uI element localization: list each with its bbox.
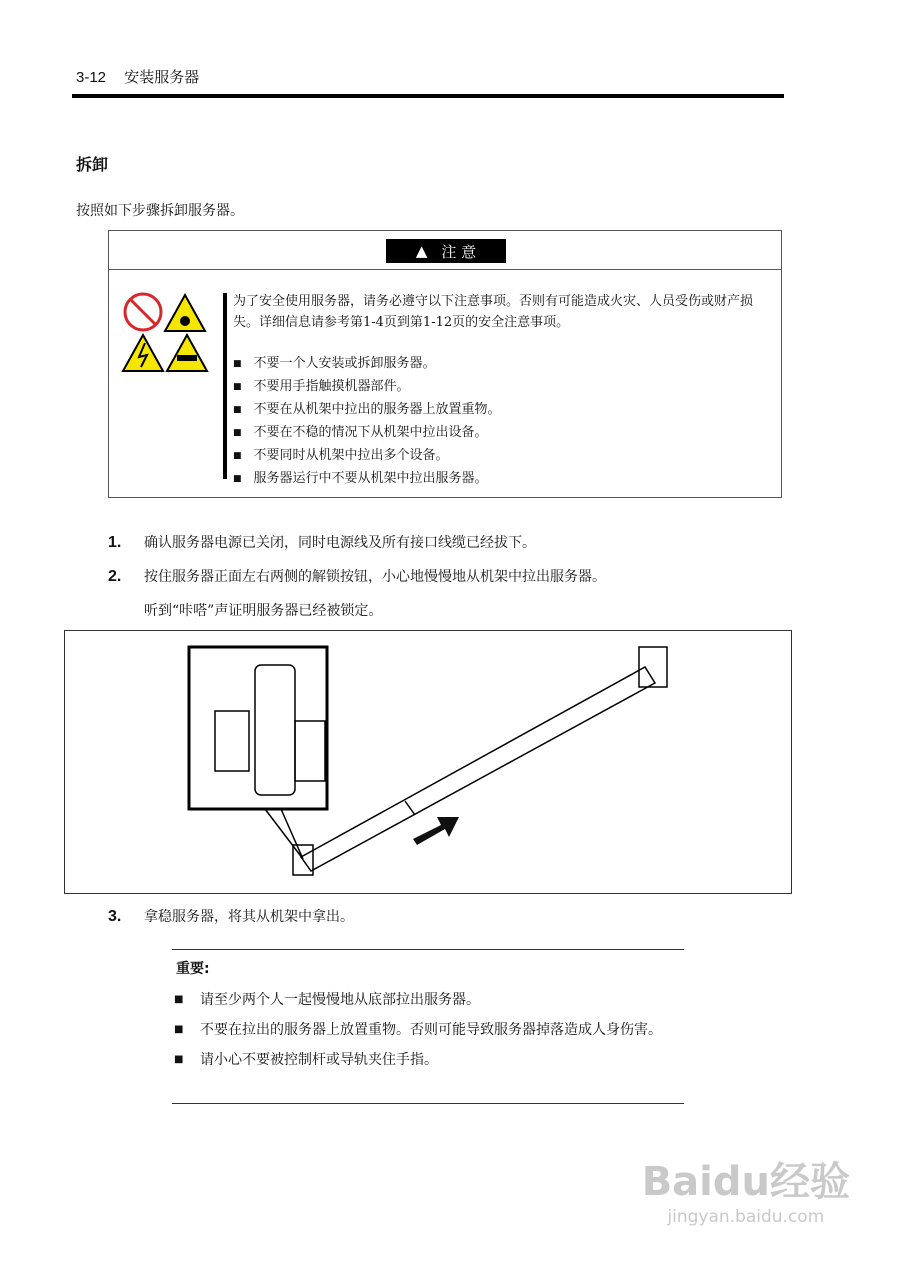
list-item: ■ 不要同时从机架中拉出多个设备。 <box>233 445 501 468</box>
list-item: ■ 请小心不要被控制杆或导轨夹住手指。 <box>174 1050 684 1070</box>
list-item: ■ 不要用手指触摸机器部件。 <box>233 376 501 399</box>
caution-intro: 为了安全使用服务器，请务必遵守以下注意事项。否则有可能造成火灾、人员受伤或财产损失。详细信息请参考第1-4页到第1-12页的安全注意事项。 <box>233 294 754 330</box>
section-title: 拆卸 <box>76 155 109 174</box>
fire-warning-icon <box>165 295 205 331</box>
step-2: 2. 按住服务器正面左右两侧的解锁按钮，小心地慢慢地从机架中拉出服务器。 <box>108 568 606 585</box>
watermark <box>642 1150 850 1227</box>
warning-triangle-icon: ▲ <box>415 242 428 260</box>
chapter-title: 安装服务器 <box>124 69 200 86</box>
list-item: ■ 不要在不稳的情况下从机架中拉出设备。 <box>233 422 501 445</box>
pinch-hazard-icon <box>167 335 207 371</box>
list-item: ■ 不要在拉出的服务器上放置重物。否则可能导致服务器掉落造成人身伤害。 <box>174 1020 664 1040</box>
hazard-icons <box>121 291 211 373</box>
section-intro: 按照如下步骤拆卸服务器。 <box>76 203 244 219</box>
rail-illustration <box>64 630 792 894</box>
step-3: 3. 拿稳服务器，将其从机架中拿出。 <box>108 908 354 925</box>
watermark-logo: Baidu经验 <box>641 1159 850 1205</box>
electric-shock-icon <box>123 335 163 371</box>
important-box <box>172 949 684 1104</box>
rail-diagram <box>65 631 791 893</box>
page-number: 3-12 <box>76 69 107 86</box>
caution-list <box>233 353 501 491</box>
list-item: ■ 不要在从机架中拉出的服务器上放置重物。 <box>233 399 501 422</box>
list-item: ■ 不要一个人安装或拆卸服务器。 <box>233 353 501 376</box>
prohibited-icon <box>125 294 161 330</box>
list-item: ■ 请至少两个人一起慢慢地从底部拉出服务器。 <box>174 990 684 1010</box>
list-item: ■ 服务器运行中不要从机架中拉出服务器。 <box>233 468 501 491</box>
caution-badge: ▲ 注 意 <box>386 239 506 263</box>
important-list <box>174 990 684 1080</box>
important-title: 重要: <box>176 961 210 977</box>
watermark-url: jingyan.baidu.com <box>667 1207 825 1227</box>
header-rule <box>72 94 784 98</box>
step-1: 1. 确认服务器电源已关闭，同时电源线及所有接口线缆已经拔下。 <box>108 534 536 551</box>
caution-divider <box>223 293 227 479</box>
page-header <box>76 66 213 87</box>
caution-box <box>108 230 782 498</box>
step-2-note: 听到“咔嗒”声证明服务器已经被锁定。 <box>144 603 383 619</box>
